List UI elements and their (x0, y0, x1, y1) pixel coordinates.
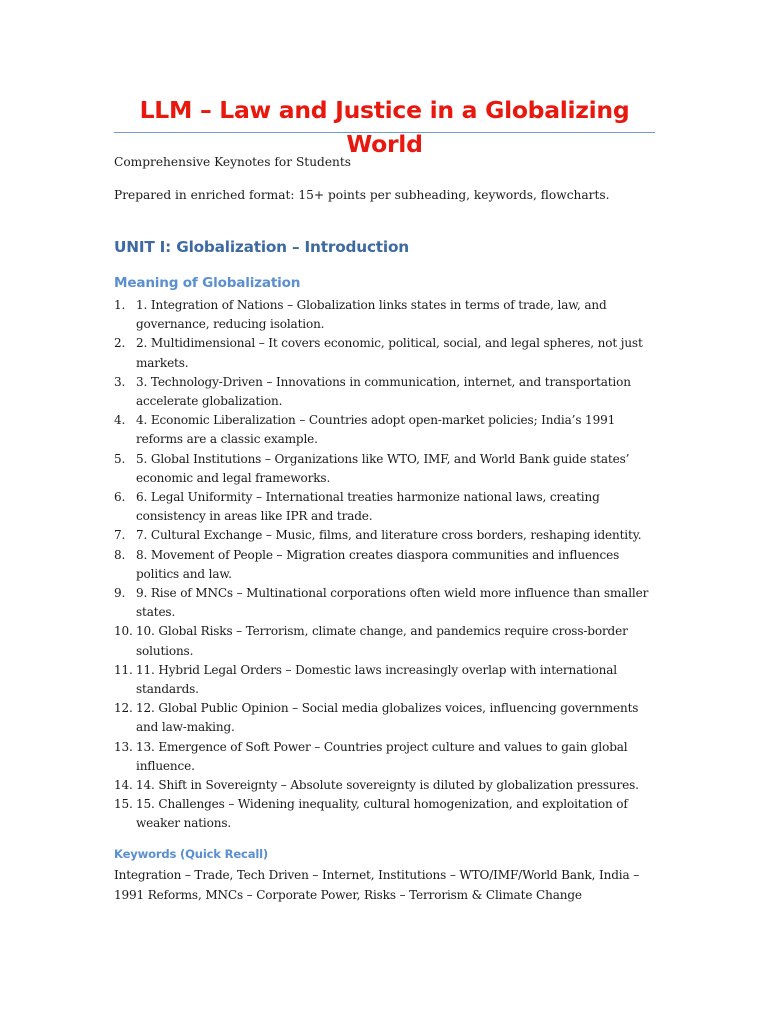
list-item (114, 584, 659, 622)
document-subtitle: Comprehensive Keynotes for Students (114, 155, 352, 169)
list-item-number: 3. (114, 374, 126, 389)
list-item-text: 3. Technology-Driven – Innovations in communication, internet, and transportation accelerate globalization. (136, 374, 631, 409)
list-item (114, 526, 659, 545)
list-item-text: 4. Economic Liberalization – Countries adopt open-market policies; India’s 1991 reforms are a classic example. (136, 413, 616, 447)
list-item (114, 546, 659, 584)
list-item-number: 15. (114, 797, 133, 812)
list-item-number: 2. (114, 336, 126, 351)
title-underline (114, 132, 655, 133)
list-item (114, 738, 659, 776)
list-item-number: 14. (114, 778, 133, 793)
list-item-text: 8. Movement of People – Migration creates diaspora communities and influences politics and law. (136, 547, 620, 581)
list-item-number: 7. (114, 528, 126, 543)
list-item-number: 10. (114, 624, 133, 639)
list-item-text: 6. Legal Uniformity – International treaties harmonize national laws, creating consistency in areas like IPR and trade. (136, 490, 600, 524)
list-item-number: 12. (114, 701, 133, 716)
list-item (114, 296, 659, 334)
list-item (114, 699, 659, 737)
document-title: LLM – Law and Justice in a Globalizing World (139, 96, 630, 158)
list-item-text: 5. Global Institutions – Organizations like WTO, IMF, and World Bank guide states’ economic and legal frameworks. (136, 451, 630, 485)
list-item-number: 4. (114, 413, 126, 428)
list-item-number: 1. (114, 298, 126, 312)
list-item-text: 15. Challenges – Widening inequality, cultural homogenization, and exploitation of weaker nations. (136, 797, 628, 831)
prepared-note: Prepared in enriched format: 15+ points per subheading, keywords, flowcharts. (114, 188, 610, 202)
list-item-text: 11. Hybrid Legal Orders – Domestic laws increasingly overlap with international standards. (136, 662, 617, 697)
list-item (114, 334, 659, 372)
list-item-number: 8. (114, 547, 126, 562)
list-item-number: 11. (114, 662, 133, 677)
list-item-text: 12. Global Public Opinion – Social media globalizes voices, influencing governments and law-making. (136, 701, 639, 735)
list-item (114, 661, 659, 699)
keywords-heading: Keywords (Quick Recall) (114, 847, 268, 861)
list-item-number: 9. (114, 586, 126, 601)
list-item-number: 5. (114, 451, 126, 466)
list-item (114, 373, 659, 411)
list-item-text: 14. Shift in Sovereignty – Absolute sovereignty is diluted by globalization pressures. (136, 778, 639, 793)
unit-heading: UNIT I: Globalization – Introduction (114, 238, 409, 256)
list-item (114, 795, 659, 833)
list-item-number: 6. (114, 490, 126, 505)
list-item (114, 450, 659, 488)
list-item (114, 411, 659, 449)
list-item (114, 488, 659, 526)
list-item-text: 2. Multidimensional – It covers economic, political, social, and legal spheres, not just markets. (136, 336, 643, 370)
list-item-text: 13. Emergence of Soft Power – Countries project culture and values to gain global influence. (136, 739, 628, 773)
list-item (114, 776, 659, 795)
list-item-text: 10. Global Risks – Terrorism, climate change, and pandemics require cross-border solutions. (136, 624, 628, 658)
list-item (114, 622, 659, 660)
list-item-text: 7. Cultural Exchange – Music, films, and literature cross borders, reshaping identity. (136, 528, 642, 543)
keywords-text: Integration – Trade, Tech Driven – Internet, Institutions – WTO/IMF/World Bank, India – 1991 Reforms, MNCs – Corporate Power, Risks – Terrorism & Climate Change (114, 868, 640, 902)
list-item-number: 13. (114, 739, 133, 754)
list-item-text: 9. Rise of MNCs – Multinational corporations often wield more influence than smaller states. (136, 586, 649, 620)
globalization-points-list (114, 296, 659, 834)
section-heading: Meaning of Globalization (114, 275, 301, 291)
list-item-text: 1. Integration of Nations – Globalization links states in terms of trade, law, and governance, reducing isolation. (136, 298, 607, 332)
